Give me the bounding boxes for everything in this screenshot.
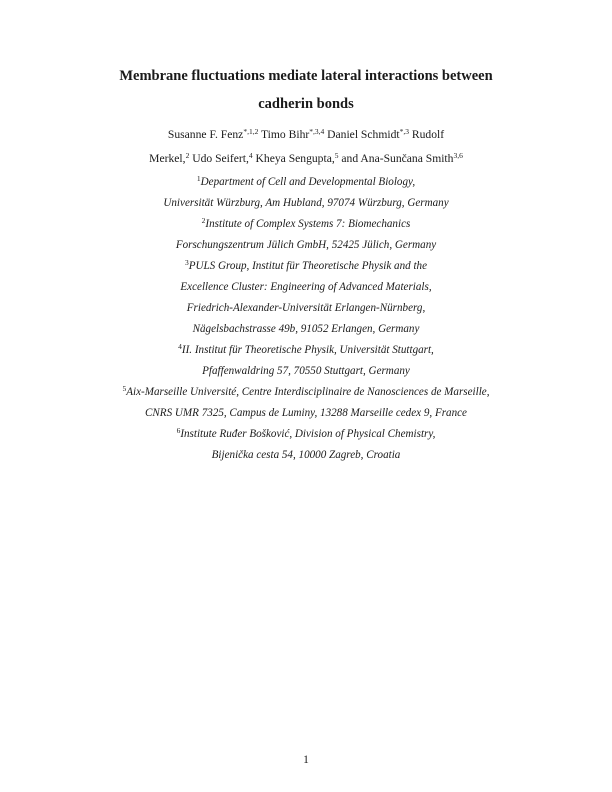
paper-title-line-2: cadherin bonds — [258, 96, 354, 112]
affiliation-text: Nägelsbachstrasse 49b, 91052 Erlangen, Germany — [192, 323, 420, 335]
affiliation-line — [30, 176, 582, 188]
affiliation-text: PULS Group, Institut für Theoretische Physik and the — [188, 260, 428, 272]
author-name: Kheya Sengupta, — [252, 152, 335, 165]
affiliation-text: Institute of Complex Systems 7: Biomechanics — [205, 218, 411, 230]
author-name: Merkel, — [149, 152, 186, 165]
affiliation-line — [30, 197, 582, 209]
affiliation-marker: 5 — [122, 384, 127, 393]
author-affiliation-marker: *,3 — [399, 127, 409, 136]
affiliation-line — [30, 239, 582, 251]
author-affiliation-marker: 2 — [185, 151, 190, 160]
affiliation-line — [30, 449, 582, 461]
author-line-2 — [40, 152, 572, 165]
affiliation-text: II. Institut für Theoretische Physik, Universität Stuttgart, — [181, 344, 434, 356]
author-affiliation-marker: 5 — [334, 151, 339, 160]
affiliation-text: Forschungszentrum Jülich GmbH, 52425 Jülich, Germany — [175, 239, 437, 251]
affiliation-line — [30, 323, 582, 335]
author-name: Susanne F. Fenz — [167, 128, 244, 141]
author-affiliation-marker: *,1,2 — [243, 127, 259, 136]
affiliation-line — [30, 218, 582, 230]
affiliation-text: Excellence Cluster: Engineering of Advanced Materials, — [180, 281, 432, 293]
affiliation-text: Aix-Marseille Université, Centre Interdisciplinaire de Nanosciences de Marseille, — [126, 386, 490, 398]
author-name: Timo Bihr — [258, 128, 310, 141]
affiliation-line — [30, 407, 582, 419]
affiliation-marker: 2 — [201, 216, 206, 225]
page-number: 1 — [303, 754, 309, 766]
author-name: Rudolf — [408, 128, 445, 141]
author-name: and Ana-Sunčana Smith — [338, 152, 454, 165]
affiliation-line — [30, 428, 582, 440]
affiliation-marker: 3 — [184, 258, 189, 267]
affiliation-marker: 4 — [178, 342, 182, 351]
paper-title-line-1: Membrane fluctuations mediate lateral interactions between — [119, 68, 493, 84]
author-line-1 — [40, 128, 572, 141]
affiliation-line — [30, 260, 582, 272]
author-affiliation-marker: *,3,4 — [309, 127, 325, 136]
author-name: Daniel Schmidt — [324, 128, 400, 141]
affiliation-text: Bijenička cesta 54, 10000 Zagreb, Croatia — [211, 449, 401, 461]
affiliation-text: Pfaffenwaldring 57, 70550 Stuttgart, Germany — [202, 365, 410, 377]
affiliation-line — [30, 386, 582, 398]
affiliation-line — [30, 365, 582, 377]
author-affiliation-marker: 4 — [248, 151, 253, 160]
affiliation-text: Department of Cell and Developmental Biology, — [200, 176, 416, 188]
affiliation-line — [30, 302, 582, 314]
affiliation-marker: 1 — [196, 174, 201, 183]
affiliation-text: Universität Würzburg, Am Hubland, 97074 Würzburg, Germany — [163, 197, 449, 209]
affiliation-line — [30, 281, 582, 293]
affiliation-marker: 6 — [176, 426, 181, 435]
affiliation-line — [30, 344, 582, 356]
affiliation-text: Institute Ruđer Bošković, Division of Physical Chemistry, — [180, 428, 436, 440]
affiliation-text: CNRS UMR 7325, Campus de Luminy, 13288 Marseille cedex 9, France — [145, 407, 467, 419]
affiliation-text: Friedrich-Alexander-Universität Erlangen-Nürnberg, — [186, 302, 426, 314]
author-affiliation-marker: 3,6 — [453, 151, 463, 160]
author-name: Udo Seifert, — [189, 152, 249, 165]
